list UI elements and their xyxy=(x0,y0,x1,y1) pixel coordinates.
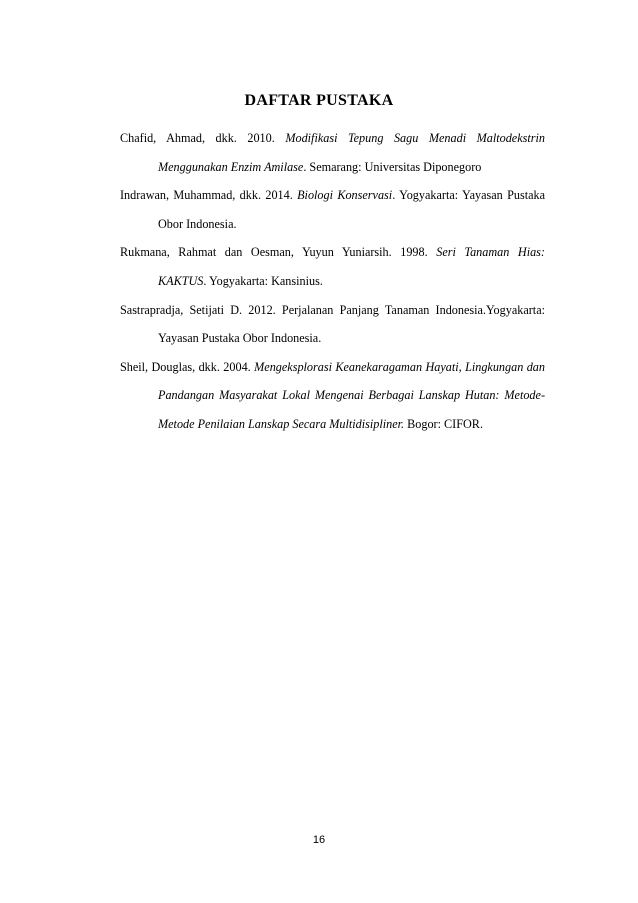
reference-publisher: . Semarang: Universitas Diponegoro xyxy=(303,159,482,174)
reference-list xyxy=(120,124,545,439)
reference-publisher: Bogor: CIFOR. xyxy=(404,416,483,431)
reference-authors-year: Chafid, Ahmad, dkk. 2010. xyxy=(120,131,286,145)
page-number: 16 xyxy=(312,834,326,846)
reference-title: Mengeksplorasi Keanekaragaman Hayati, Lingkungan dan Pandangan Masyarakat Lokal Mengenai Berbagai Lanskap Hutan: Metode-Metode Penilaian Lanskap Secara Multidisipliner. xyxy=(158,359,545,431)
reference-authors-year: Rukmana, Rahmat dan Oesman, Yuyun Yuniarsih. 1998. xyxy=(120,245,437,260)
reference-title: Seri Tanaman Hias: KAKTUS xyxy=(158,245,545,288)
reference-authors-year: Sheil, Douglas, dkk. 2004. xyxy=(120,359,255,374)
reference-title: Modifikasi Tepung Sagu Menadi Maltodekstrin Menggunakan Enzim Amilase xyxy=(158,131,545,174)
reference-entry xyxy=(120,353,545,439)
reference-entry xyxy=(120,296,545,353)
reference-publisher: . Yogyakarta: Yayasan Pustaka Obor Indonesia. xyxy=(158,188,546,231)
reference-authors-year: Indrawan, Muhammad, dkk. 2014. xyxy=(120,188,298,203)
reference-entry xyxy=(120,124,545,181)
reference-publisher: . Yogyakarta: Kansinius. xyxy=(203,273,323,288)
reference-title: Biologi Konservasi xyxy=(297,188,393,203)
reference-authors-year: Sastrapradja, Setijati D. 2012. Perjalanan Panjang Tanaman Indonesia.Yogyakarta: Yayasan Pustaka Obor Indonesia. xyxy=(120,302,545,346)
page-title: DAFTAR PUSTAKA xyxy=(244,92,394,109)
reference-entry xyxy=(120,238,545,295)
reference-entry xyxy=(120,181,545,238)
